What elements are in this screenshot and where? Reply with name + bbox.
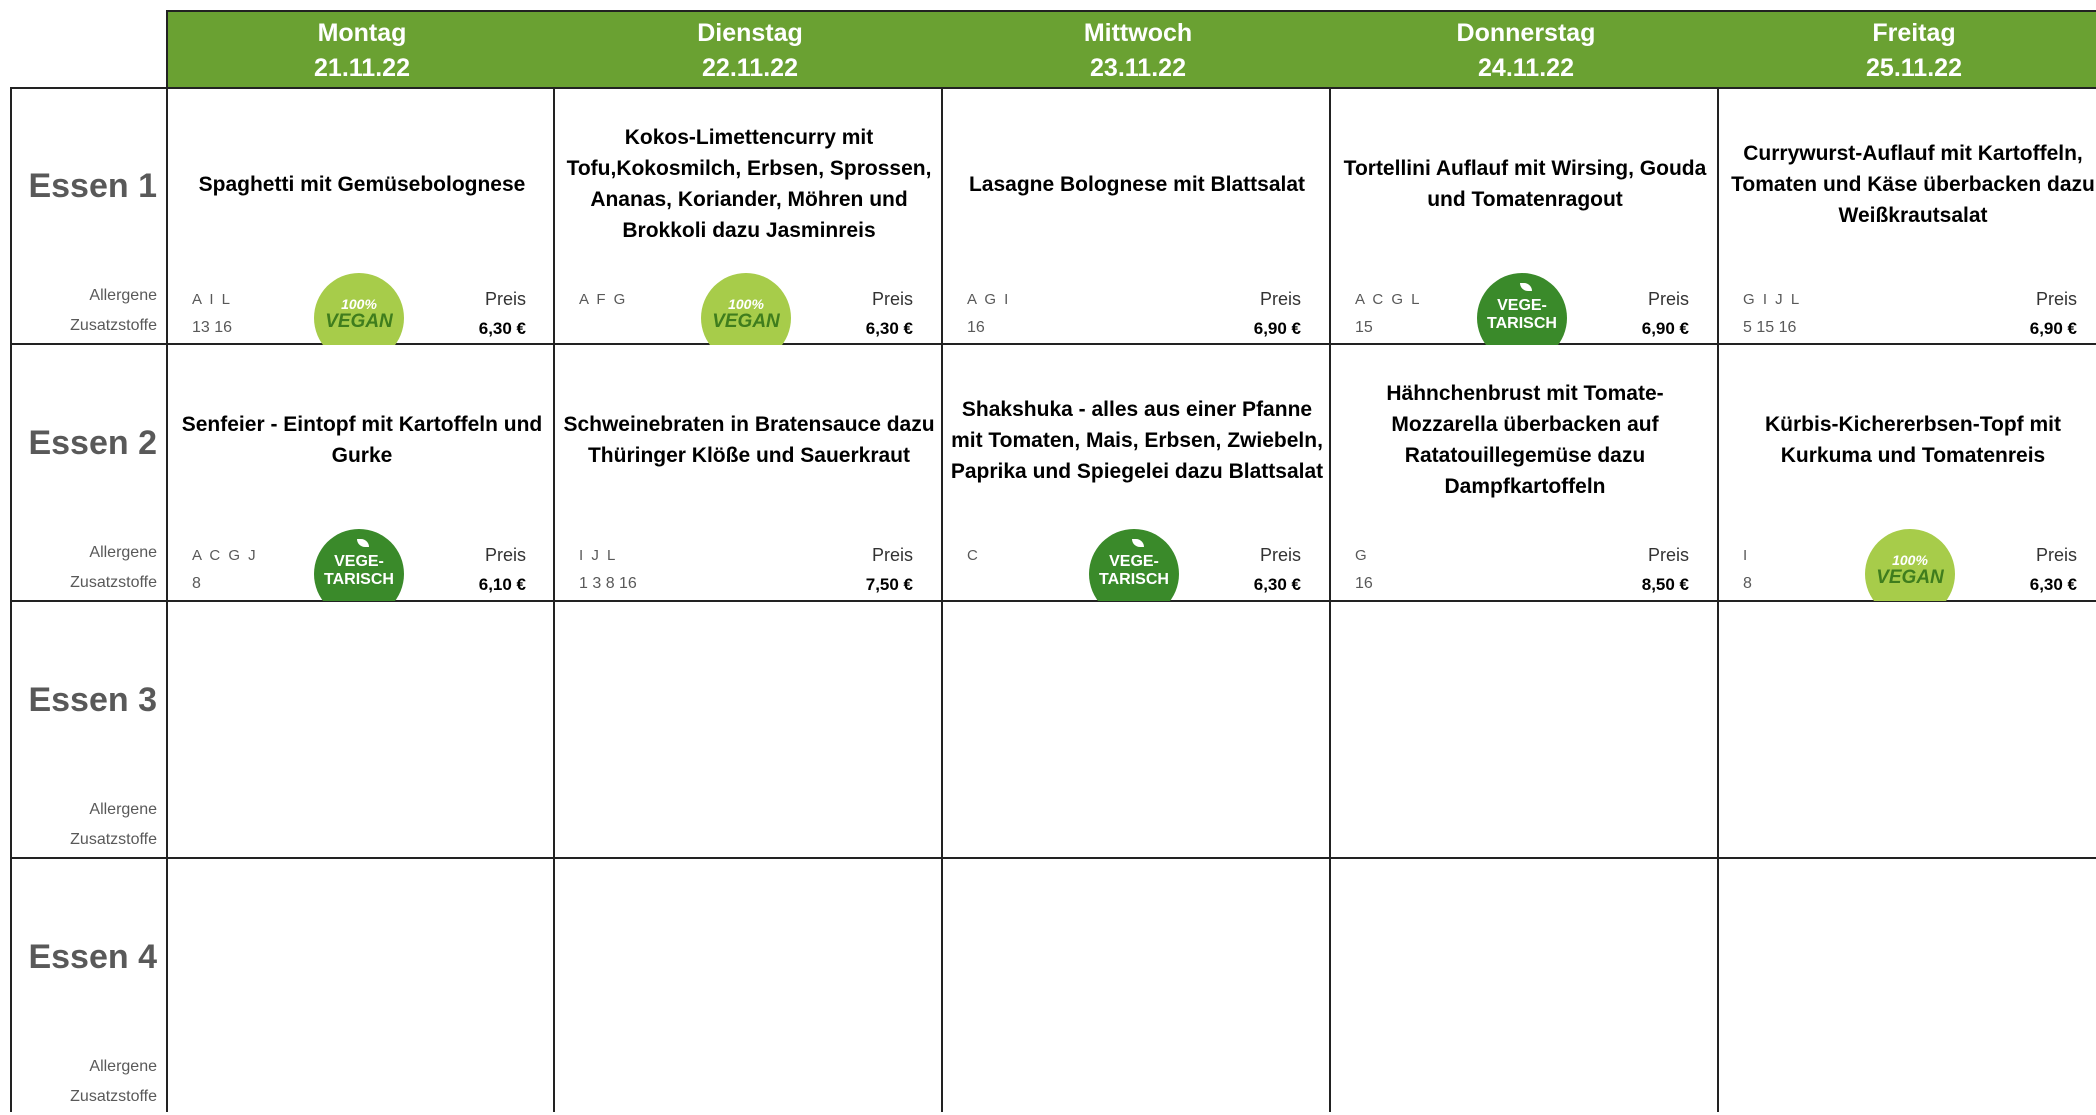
leaf-icon bbox=[1520, 283, 1532, 291]
day-name: Freitag bbox=[1872, 19, 1956, 47]
price-value: 6,90 € bbox=[2029, 319, 2077, 338]
row-title: Essen 2 bbox=[28, 424, 157, 462]
row-label-essen-1 bbox=[12, 87, 167, 344]
dish-name: Hähnchenbrust mit Tomate-Mozzarella überbacken auf Ratatouillegemüse dazu Dampfkartoffeln bbox=[1386, 382, 1664, 498]
day-date: 25.11.22 bbox=[1866, 54, 1962, 82]
allergene-label: Allergene bbox=[89, 544, 157, 561]
grid-line bbox=[10, 857, 2096, 859]
vegan-badge-icon bbox=[1861, 525, 1959, 601]
zusatzstoffe-codes: 13 16 bbox=[192, 319, 233, 336]
day-date: 24.11.22 bbox=[1478, 54, 1574, 82]
vegetarian-badge-icon bbox=[1085, 525, 1183, 601]
zusatzstoffe-codes: 5 15 16 bbox=[1743, 319, 1797, 336]
price-label: Preis bbox=[1259, 545, 1301, 565]
meal-cell bbox=[168, 345, 554, 600]
price-value: 6,30 € bbox=[478, 319, 526, 338]
day-header-wednesday bbox=[944, 12, 1332, 89]
leaf-icon bbox=[1132, 539, 1144, 547]
zusatzstoffe-codes: 15 bbox=[1355, 319, 1373, 336]
badge-top-text: VEGE- bbox=[1497, 297, 1547, 314]
vegan-badge-icon bbox=[697, 269, 795, 345]
row-title: Essen 1 bbox=[28, 167, 157, 205]
row-label-essen-4 bbox=[12, 858, 167, 1115]
meal-cell bbox=[943, 89, 1329, 344]
meal-cell bbox=[1331, 89, 1717, 344]
allergene-codes: G bbox=[1355, 547, 1369, 564]
day-header-thursday bbox=[1332, 12, 1720, 89]
dish-name: Tortellini Auflauf mit Wirsing, Gouda und Tomatenragout bbox=[1343, 157, 1707, 211]
day-header-bar bbox=[166, 10, 2096, 87]
price-label: Preis bbox=[484, 545, 526, 565]
meal-cell bbox=[168, 89, 554, 344]
allergene-codes: G I J L bbox=[1743, 291, 1802, 308]
meal-cell bbox=[1719, 345, 2096, 600]
allergene-label: Allergene bbox=[89, 287, 157, 304]
badge-bottom-text: TARISCH bbox=[324, 571, 394, 588]
zusatzstoffe-codes: 1 3 8 16 bbox=[579, 575, 637, 592]
allergene-codes: A I L bbox=[192, 291, 233, 308]
badge-top-text: 100% bbox=[341, 296, 377, 312]
row-label-essen-3 bbox=[12, 601, 167, 858]
day-date: 21.11.22 bbox=[314, 54, 410, 82]
allergene-codes: A F G bbox=[579, 291, 628, 308]
vegetarian-badge-icon bbox=[310, 525, 408, 601]
price-value: 6,30 € bbox=[1253, 575, 1301, 594]
allergene-codes: A C G J bbox=[192, 547, 258, 564]
dish-name: Currywurst-Auflauf mit Kartoffeln, Tomaten und Käse überbacken dazu Weißkrautsalat bbox=[1731, 141, 2095, 227]
vegan-badge-icon bbox=[310, 269, 408, 345]
badge-top-text: VEGE- bbox=[334, 553, 384, 570]
price-label: Preis bbox=[1259, 289, 1301, 309]
day-header-friday bbox=[1720, 12, 2096, 89]
badge-top-text: 100% bbox=[1892, 552, 1928, 568]
menu-grid bbox=[166, 87, 2096, 1112]
day-header-tuesday bbox=[556, 12, 944, 89]
badge-top-text: VEGE- bbox=[1109, 553, 1159, 570]
row-title: Essen 3 bbox=[28, 681, 157, 719]
day-name: Donnerstag bbox=[1456, 19, 1596, 47]
day-date: 22.11.22 bbox=[702, 54, 798, 82]
zusatzstoffe-codes: 8 bbox=[1743, 575, 1752, 592]
leaf-icon bbox=[357, 539, 369, 547]
dish-name: Kokos-Limettencurry mit Tofu,Kokosmilch, Erbsen, Sprossen, Ananas, Koriander, Möhren und Brokkoli dazu Jasminreis bbox=[566, 126, 932, 242]
allergene-codes: I bbox=[1743, 547, 1750, 564]
zusatzstoffe-label: Zusatzstoffe bbox=[70, 1088, 157, 1105]
dish-name: Lasagne Bolognese mit Blattsalat bbox=[968, 172, 1306, 196]
day-name: Dienstag bbox=[697, 19, 803, 47]
allergene-codes: C bbox=[967, 547, 980, 564]
day-name: Montag bbox=[317, 19, 407, 47]
meal-cell bbox=[943, 345, 1329, 600]
allergene-codes: A C G L bbox=[1355, 291, 1422, 308]
allergene-codes: A G I bbox=[967, 291, 1011, 308]
allergene-label: Allergene bbox=[89, 1058, 157, 1075]
price-label: Preis bbox=[871, 289, 913, 309]
zusatzstoffe-codes: 16 bbox=[1355, 575, 1373, 592]
price-value: 6,90 € bbox=[1641, 319, 1689, 338]
price-value: 6,30 € bbox=[2029, 575, 2077, 594]
zusatzstoffe-codes: 16 bbox=[967, 319, 985, 336]
price-label: Preis bbox=[1647, 289, 1689, 309]
price-value: 6,30 € bbox=[865, 319, 913, 338]
row-label-essen-2 bbox=[12, 344, 167, 601]
meal-cell bbox=[555, 345, 941, 600]
price-value: 6,90 € bbox=[1253, 319, 1301, 338]
price-value: 7,50 € bbox=[865, 575, 913, 594]
price-label: Preis bbox=[2035, 289, 2077, 309]
price-label: Preis bbox=[1647, 545, 1689, 565]
price-label: Preis bbox=[871, 545, 913, 565]
allergene-label: Allergene bbox=[89, 801, 157, 818]
price-value: 6,10 € bbox=[478, 575, 526, 594]
day-header-monday bbox=[168, 12, 556, 89]
zusatzstoffe-codes: 8 bbox=[192, 575, 201, 592]
row-title: Essen 4 bbox=[28, 938, 157, 976]
dish-name: Spaghetti mit Gemüsebolognese bbox=[198, 172, 526, 196]
price-value: 8,50 € bbox=[1641, 575, 1689, 594]
allergene-codes: I J L bbox=[579, 547, 618, 564]
badge-top-text: 100% bbox=[728, 296, 764, 312]
dish-name: Senfeier - Eintopf mit Kartoffeln und Gurke bbox=[181, 413, 543, 467]
dish-name: Schweinebraten in Bratensauce dazu Thüringer Klöße und Sauerkraut bbox=[563, 413, 935, 467]
badge-bottom-text: VEGAN bbox=[712, 311, 780, 332]
badge-bottom-text: TARISCH bbox=[1487, 315, 1557, 332]
badge-bottom-text: VEGAN bbox=[325, 311, 393, 332]
price-label: Preis bbox=[484, 289, 526, 309]
badge-bottom-text: VEGAN bbox=[1876, 567, 1944, 588]
meal-cell bbox=[1719, 89, 2096, 344]
badge-bottom-text: TARISCH bbox=[1099, 571, 1169, 588]
day-date: 23.11.22 bbox=[1090, 54, 1186, 82]
zusatzstoffe-label: Zusatzstoffe bbox=[70, 317, 157, 334]
dish-name: Kürbis-Kichererbsen-Topf mit Kurkuma und Tomatenreis bbox=[1765, 413, 2061, 467]
vegetarian-badge-icon bbox=[1473, 269, 1571, 345]
zusatzstoffe-label: Zusatzstoffe bbox=[70, 574, 157, 591]
meal-cell bbox=[1331, 345, 1717, 600]
day-name: Mittwoch bbox=[1083, 19, 1193, 47]
meal-cell bbox=[555, 89, 941, 344]
zusatzstoffe-label: Zusatzstoffe bbox=[70, 831, 157, 848]
dish-name: Shakshuka - alles aus einer Pfanne mit Tomaten, Mais, Erbsen, Zwiebeln, Paprika und Spiegelei dazu Blattsalat bbox=[950, 397, 1324, 483]
price-label: Preis bbox=[2035, 545, 2077, 565]
